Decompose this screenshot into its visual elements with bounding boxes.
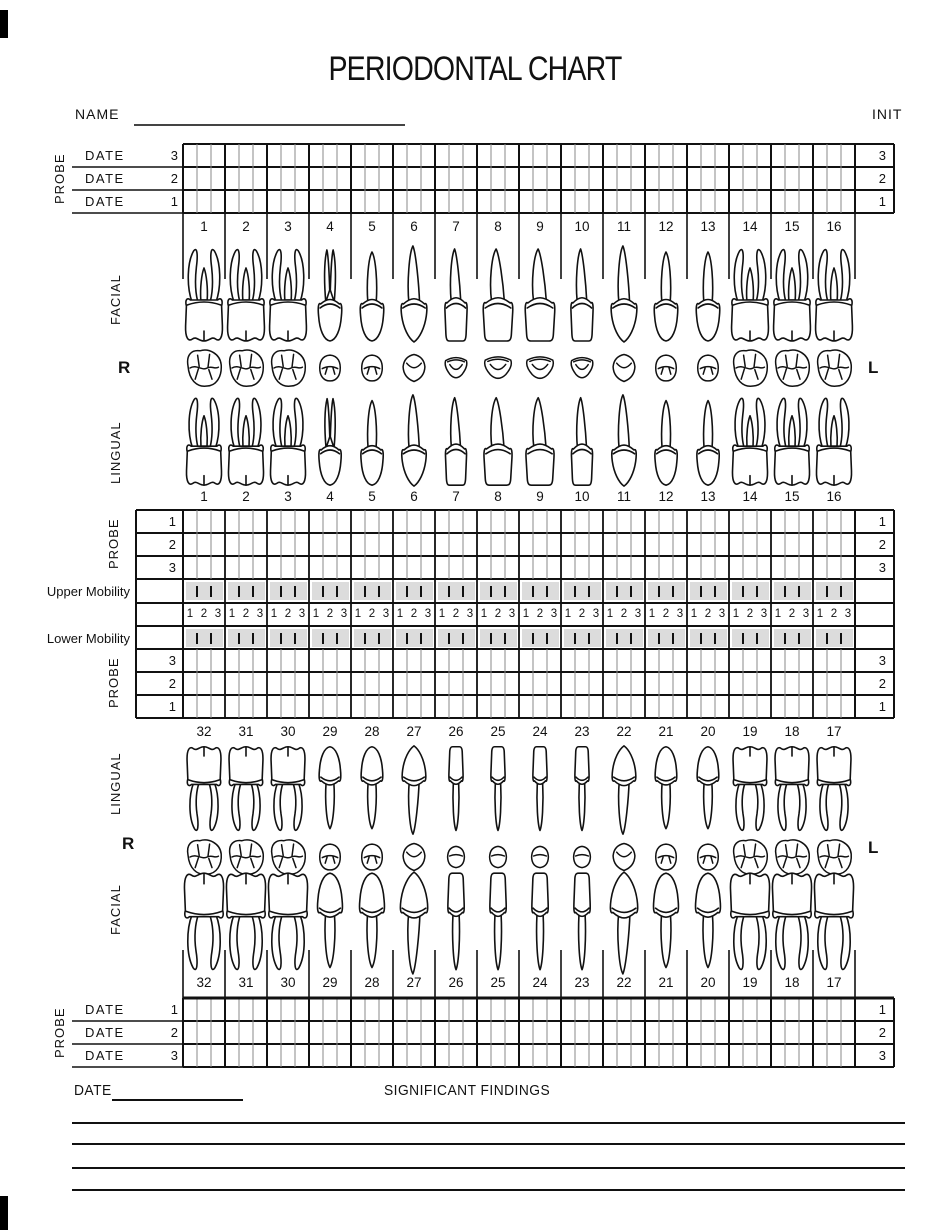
tooth-number-upper: 3: [284, 219, 292, 234]
tooth-number-lower: 29: [322, 975, 338, 990]
probe-row-number-right: 2: [878, 676, 886, 691]
mobility-cell[interactable]: [774, 629, 811, 647]
tooth-number-lower: 31: [238, 975, 254, 990]
tooth-number-upper-mid: 1: [200, 489, 208, 504]
tooth-number-upper-mid: 10: [574, 489, 590, 504]
mobility-tick: [826, 633, 828, 644]
tooth-number-upper-mid: 4: [326, 489, 334, 504]
lingual-label-lower: LINGUAL: [108, 752, 123, 816]
probe-row-number-right: 1: [878, 194, 886, 209]
mobility-cell[interactable]: [690, 582, 727, 600]
probe-row-number-right: 3: [878, 1048, 886, 1063]
tooth-number-lower: 20: [700, 975, 716, 990]
tooth-number-upper-mid: 11: [616, 489, 631, 504]
mobility-tick: [630, 633, 632, 644]
page-title: PERIODONTAL CHART: [328, 50, 622, 88]
mobility-tick: [490, 633, 492, 644]
mobility-tick: [616, 633, 618, 644]
mobility-scale-number: 2: [452, 608, 460, 620]
tooth-number-upper-mid: 3: [284, 489, 292, 504]
probe-row-number-right: 1: [878, 699, 886, 714]
mobility-tick: [462, 586, 464, 597]
mobility-tick: [322, 586, 324, 597]
mobility-tick: [462, 633, 464, 644]
mobility-tick: [714, 586, 716, 597]
tooth-number-upper-mid: 14: [742, 489, 758, 504]
tooth-number-upper-mid: 5: [368, 489, 376, 504]
left-marker-upper: L: [868, 358, 879, 377]
mobility-cell[interactable]: [732, 629, 769, 647]
upper-mobility-label: Upper Mobility: [46, 584, 130, 599]
mobility-scale-number: 1: [438, 608, 446, 620]
mobility-scale-number: 2: [578, 608, 586, 620]
mobility-scale-number: 1: [816, 608, 824, 620]
facial-label-upper: FACIAL: [108, 274, 123, 326]
probe-label-top: PROBE: [52, 153, 67, 205]
mobility-scale-number: 3: [634, 608, 642, 620]
mobility-scale-number: 3: [760, 608, 768, 620]
tooth-number-lower-mid: 28: [364, 724, 380, 739]
mobility-scale-number: 3: [424, 608, 432, 620]
lingual-label-upper: LINGUAL: [108, 421, 123, 485]
mobility-scale-number: 1: [774, 608, 782, 620]
mobility-scale-number: 1: [606, 608, 614, 620]
mobility-scale-number: 1: [270, 608, 278, 620]
mobility-scale-number: 3: [466, 608, 474, 620]
probe-row-number-left: 1: [170, 194, 178, 209]
mobility-tick: [546, 633, 548, 644]
date-row-label: DATE: [85, 194, 125, 209]
mobility-tick: [826, 586, 828, 597]
mobility-tick: [294, 586, 296, 597]
mobility-scale-number: 2: [368, 608, 376, 620]
mobility-tick: [616, 586, 618, 597]
tooth-number-lower-mid: 19: [742, 724, 758, 739]
mobility-tick: [406, 633, 408, 644]
mobility-scale-number: 3: [592, 608, 600, 620]
mobility-tick: [840, 633, 842, 644]
tooth-number-upper: 2: [242, 219, 250, 234]
mobility-tick: [196, 586, 198, 597]
tooth-number-upper: 12: [658, 219, 674, 234]
mobility-tick: [294, 633, 296, 644]
mobility-tick: [490, 586, 492, 597]
tooth-number-lower-mid: 18: [784, 724, 800, 739]
mobility-tick: [574, 586, 576, 597]
mobility-cell[interactable]: [228, 582, 265, 600]
mobility-scale-number: 3: [802, 608, 810, 620]
date-row-label: DATE: [85, 171, 125, 186]
tooth-number-upper-mid: 15: [784, 489, 800, 504]
tooth-number-upper-mid: 13: [700, 489, 716, 504]
mobility-scale-number: 3: [298, 608, 306, 620]
mobility-scale-number: 3: [508, 608, 516, 620]
probe-row-number-left: 3: [170, 148, 178, 163]
tooth-number-upper: 14: [742, 219, 758, 234]
tooth-number-lower: 19: [742, 975, 758, 990]
mobility-scale-number: 2: [620, 608, 628, 620]
mobility-cell[interactable]: [186, 629, 223, 647]
tooth-number-lower-mid: 30: [280, 724, 296, 739]
mobility-scale-number: 1: [228, 608, 236, 620]
mobility-scale-number: 2: [284, 608, 292, 620]
mobility-tick: [252, 586, 254, 597]
tooth-number-upper: 6: [410, 219, 418, 234]
mobility-scale-number: 2: [494, 608, 502, 620]
mobility-scale-number: 2: [662, 608, 670, 620]
upper-facial-teeth-illustration: [0, 240, 950, 344]
mobility-tick: [574, 633, 576, 644]
mobility-scale-number: 1: [690, 608, 698, 620]
tooth-number-lower-mid: 26: [448, 724, 464, 739]
tooth-number-upper-mid: 12: [658, 489, 674, 504]
mobility-tick: [588, 633, 590, 644]
lower-lingual-teeth-illustration: [0, 742, 950, 836]
mobility-cell[interactable]: [186, 582, 223, 600]
mobility-tick: [448, 633, 450, 644]
mobility-scale-number: 2: [200, 608, 208, 620]
probe-row-number-right: 1: [878, 514, 886, 529]
mobility-scale-number: 2: [242, 608, 250, 620]
mobility-tick: [546, 586, 548, 597]
probe-row-number-right: 1: [878, 1002, 886, 1017]
mobility-cell[interactable]: [606, 582, 643, 600]
tooth-number-lower-mid: 22: [616, 724, 632, 739]
init-label: INIT: [872, 106, 903, 122]
mobility-tick: [742, 586, 744, 597]
tooth-number-lower: 30: [280, 975, 296, 990]
mobility-tick: [658, 586, 660, 597]
mobility-tick: [280, 633, 282, 644]
mobility-tick: [238, 633, 240, 644]
mobility-scale-number: 2: [704, 608, 712, 620]
probe-row-number-right: 3: [878, 148, 886, 163]
mobility-tick: [420, 633, 422, 644]
tooth-number-lower: 21: [658, 975, 674, 990]
probe-row-number-right: 2: [878, 537, 886, 552]
probe-row-number-left: 3: [168, 560, 176, 575]
probe-row-number-right: 2: [878, 1025, 886, 1040]
tooth-number-lower-mid: 24: [532, 724, 548, 739]
mobility-tick: [406, 586, 408, 597]
mobility-tick: [798, 586, 800, 597]
tooth-number-lower: 22: [616, 975, 632, 990]
mobility-cell[interactable]: [732, 582, 769, 600]
lower-facial-teeth-illustration: [0, 866, 950, 976]
right-marker-upper: R: [118, 358, 131, 377]
mobility-cell[interactable]: [774, 582, 811, 600]
mobility-scale-number: 1: [396, 608, 404, 620]
tooth-number-lower-mid: 29: [322, 724, 338, 739]
tooth-number-upper: 1: [200, 219, 208, 234]
tooth-number-lower: 28: [364, 975, 380, 990]
mobility-cell[interactable]: [438, 629, 475, 647]
tooth-number-upper: 13: [700, 219, 716, 234]
mobility-tick: [210, 586, 212, 597]
tooth-number-lower: 26: [448, 975, 464, 990]
mobility-cell[interactable]: [312, 582, 349, 600]
mobility-scale-number: 1: [354, 608, 362, 620]
mobility-scale-number: 3: [718, 608, 726, 620]
mobility-tick: [322, 633, 324, 644]
mobility-scale-number: 3: [382, 608, 390, 620]
tooth-number-lower: 32: [196, 975, 212, 990]
mobility-cell[interactable]: [816, 582, 853, 600]
mobility-cell[interactable]: [228, 629, 265, 647]
mobility-tick: [504, 586, 506, 597]
tooth-number-lower: 24: [532, 975, 548, 990]
probe-label-bottom: PROBE: [52, 1007, 67, 1059]
mobility-cell[interactable]: [480, 629, 517, 647]
mobility-tick: [420, 586, 422, 597]
mobility-scale-number: 1: [732, 608, 740, 620]
date-row-label: DATE: [85, 1048, 125, 1063]
tooth-number-lower: 17: [826, 975, 842, 990]
mobility-scale-number: 2: [410, 608, 418, 620]
tooth-number-lower: 25: [490, 975, 506, 990]
probe-row-number-right: 2: [878, 171, 886, 186]
mobility-tick: [798, 633, 800, 644]
probe-label-mid-lower: PROBE: [106, 657, 121, 709]
tooth-number-lower-mid: 31: [238, 724, 254, 739]
mobility-tick: [784, 633, 786, 644]
mobility-tick: [700, 586, 702, 597]
probe-row-number-left: 1: [170, 1002, 178, 1017]
tooth-number-lower: 18: [784, 975, 800, 990]
mobility-scale-number: 1: [564, 608, 572, 620]
mobility-tick: [742, 633, 744, 644]
mobility-tick: [238, 586, 240, 597]
footer-date-label: DATE: [74, 1082, 112, 1099]
mobility-cell[interactable]: [480, 582, 517, 600]
tooth-number-lower-mid: 17: [826, 724, 842, 739]
mobility-scale-number: 2: [536, 608, 544, 620]
lower-mobility-label: Lower Mobility: [46, 631, 130, 646]
mobility-tick: [210, 633, 212, 644]
mobility-cell[interactable]: [396, 629, 433, 647]
mobility-cell[interactable]: [606, 629, 643, 647]
mobility-cell[interactable]: [312, 629, 349, 647]
mobility-tick: [714, 633, 716, 644]
mobility-tick: [364, 633, 366, 644]
mobility-tick: [784, 586, 786, 597]
mobility-scale-number: 1: [312, 608, 320, 620]
mobility-tick: [756, 586, 758, 597]
name-label: NAME: [75, 106, 120, 122]
mobility-tick: [336, 586, 338, 597]
mobility-tick: [756, 633, 758, 644]
date-row-label: DATE: [85, 1002, 125, 1017]
mobility-tick: [364, 586, 366, 597]
date-row-label: DATE: [85, 148, 125, 163]
mobility-tick: [378, 633, 380, 644]
mobility-tick: [378, 586, 380, 597]
mobility-cell[interactable]: [648, 582, 685, 600]
mobility-tick: [336, 633, 338, 644]
probe-label-mid-upper: PROBE: [106, 518, 121, 570]
tooth-number-upper: 8: [494, 219, 502, 234]
mobility-scale-number: 3: [340, 608, 348, 620]
tooth-number-lower: 23: [574, 975, 590, 990]
mobility-scale-number: 3: [214, 608, 222, 620]
right-marker-lower: R: [122, 834, 135, 853]
mobility-cell[interactable]: [396, 582, 433, 600]
mobility-cell[interactable]: [354, 582, 391, 600]
mobility-tick: [280, 586, 282, 597]
tooth-number-lower-mid: 21: [658, 724, 674, 739]
probe-row-number-left: 2: [168, 537, 176, 552]
mobility-tick: [672, 633, 674, 644]
mobility-cell[interactable]: [648, 629, 685, 647]
tooth-number-upper-mid: 6: [410, 489, 418, 504]
tooth-number-lower-mid: 20: [700, 724, 716, 739]
mobility-cell[interactable]: [564, 629, 601, 647]
mobility-scale-number: 2: [788, 608, 796, 620]
mobility-tick: [630, 586, 632, 597]
upper-lingual-teeth-illustration: [0, 390, 950, 488]
tooth-number-upper: 4: [326, 219, 334, 234]
mobility-scale-number: 2: [830, 608, 838, 620]
mobility-cell[interactable]: [816, 629, 853, 647]
probe-row-number-left: 3: [170, 1048, 178, 1063]
probe-row-number-left: 3: [168, 653, 176, 668]
mobility-cell[interactable]: [564, 582, 601, 600]
tooth-number-lower: 27: [406, 975, 422, 990]
tooth-number-lower-mid: 25: [490, 724, 506, 739]
mobility-tick: [658, 633, 660, 644]
mobility-scale-number: 1: [186, 608, 194, 620]
mobility-scale-number: 1: [480, 608, 488, 620]
probe-row-number-right: 3: [878, 653, 886, 668]
mobility-tick: [504, 633, 506, 644]
mobility-tick: [532, 586, 534, 597]
upper-occlusal-teeth-illustration: [0, 344, 950, 392]
mobility-tick: [252, 633, 254, 644]
tooth-number-lower-mid: 27: [406, 724, 422, 739]
mobility-tick: [672, 586, 674, 597]
probe-row-number-left: 1: [168, 514, 176, 529]
tooth-number-upper: 9: [536, 219, 544, 234]
mobility-scale-number: 3: [844, 608, 852, 620]
mobility-tick: [840, 586, 842, 597]
tooth-number-upper: 5: [368, 219, 376, 234]
probe-row-number-left: 2: [170, 1025, 178, 1040]
tooth-number-upper-mid: 8: [494, 489, 502, 504]
mobility-cell[interactable]: [270, 582, 307, 600]
mobility-tick: [700, 633, 702, 644]
probe-row-number-right: 3: [878, 560, 886, 575]
left-marker-lower: L: [868, 838, 879, 857]
date-row-label: DATE: [85, 1025, 125, 1040]
mobility-cell[interactable]: [438, 582, 475, 600]
probe-row-number-left: 1: [168, 699, 176, 714]
significant-findings-label: SIGNIFICANT FINDINGS: [384, 1082, 551, 1099]
mobility-cell[interactable]: [522, 582, 559, 600]
mobility-tick: [532, 633, 534, 644]
mobility-scale-number: 2: [746, 608, 754, 620]
mobility-scale-number: 3: [550, 608, 558, 620]
mobility-tick: [448, 586, 450, 597]
tooth-number-upper-mid: 2: [242, 489, 250, 504]
mobility-scale-number: 3: [676, 608, 684, 620]
tooth-number-upper: 10: [574, 219, 590, 234]
mobility-scale-number: 1: [522, 608, 530, 620]
tooth-number-upper: 7: [452, 219, 460, 234]
mobility-cell[interactable]: [270, 629, 307, 647]
tooth-number-upper-mid: 16: [826, 489, 842, 504]
mobility-cell[interactable]: [354, 629, 391, 647]
probe-row-number-left: 2: [170, 171, 178, 186]
tooth-number-upper: 11: [616, 219, 631, 234]
tooth-number-lower-mid: 23: [574, 724, 590, 739]
mobility-tick: [588, 586, 590, 597]
mobility-scale-number: 2: [326, 608, 334, 620]
mobility-cell[interactable]: [690, 629, 727, 647]
mobility-scale-number: 1: [648, 608, 656, 620]
mobility-cell[interactable]: [522, 629, 559, 647]
tooth-number-upper: 15: [784, 219, 800, 234]
tooth-number-upper-mid: 9: [536, 489, 544, 504]
probe-row-number-left: 2: [168, 676, 176, 691]
tooth-number-lower-mid: 32: [196, 724, 212, 739]
tooth-number-upper: 16: [826, 219, 842, 234]
facial-label-lower: FACIAL: [108, 884, 123, 936]
mobility-tick: [196, 633, 198, 644]
tooth-number-upper-mid: 7: [452, 489, 460, 504]
mobility-scale-number: 3: [256, 608, 264, 620]
